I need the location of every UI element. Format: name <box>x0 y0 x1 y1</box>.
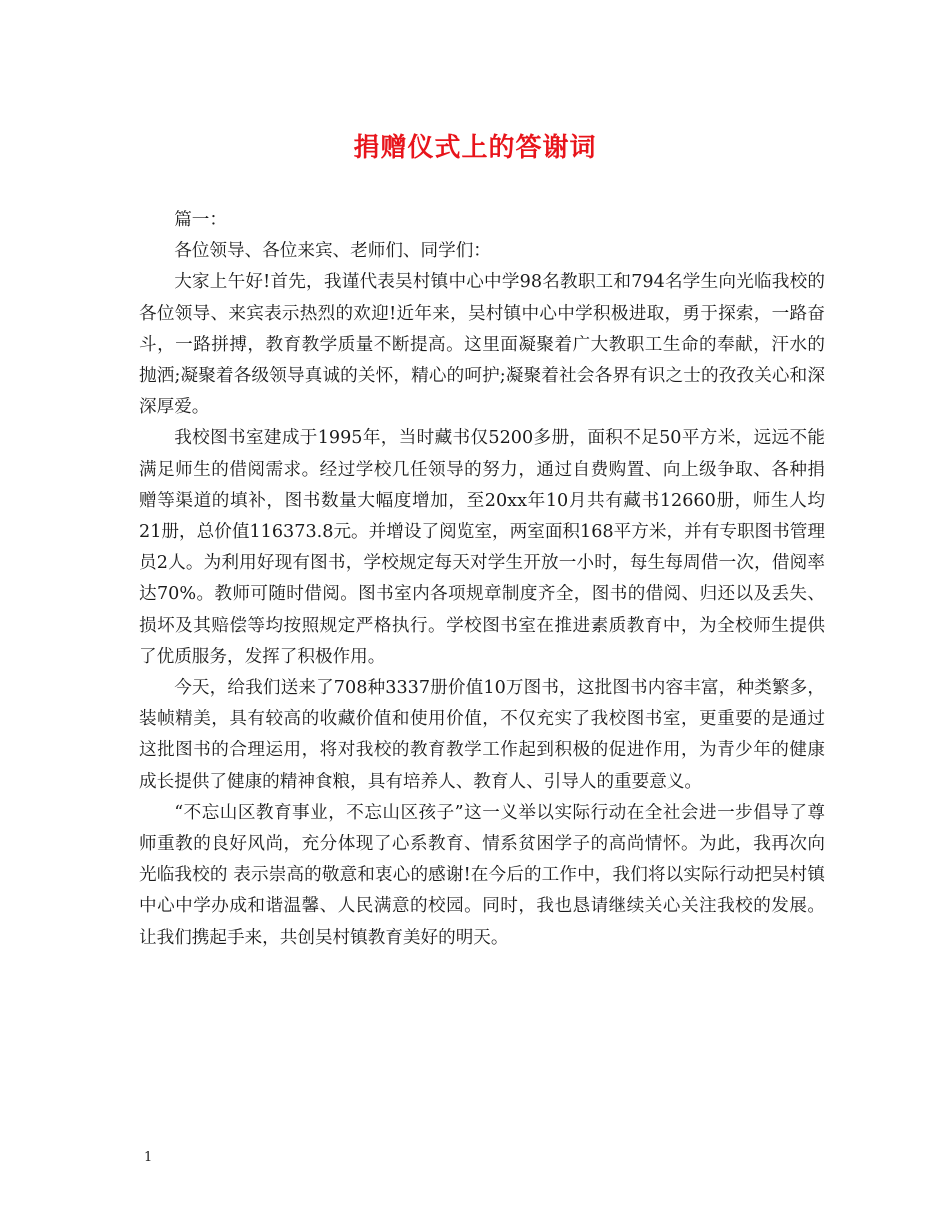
paragraph-welcome: 大家上午好!首先，我谨代表吴村镇中心中学98名教职工和794名学生向光临我校的各位领导、来宾表示热烈的欢迎!近年来，吴村镇中心中学积极进取，勇于探索，一路奋斗，一路拼搏，教育教学质量不断提高。这里面凝聚着广大教职工生命的奉献，汗水的抛洒;凝聚着各级领导真诚的关怀，精心的呵护;凝聚着社会各界有识之士的孜孜关心和深深厚爱。 <box>139 272 825 418</box>
section-label: 篇一： <box>174 210 227 230</box>
document-body <box>139 205 825 954</box>
document-title: 捐赠仪式上的答谢词 <box>353 133 597 163</box>
paragraph-closing: “不忘山区教育事业，不忘山区孩子”这一义举以实际行动在全社会进一步倡导了尊师重教的良好风尚，充分体现了心系教育、情系贫困学子的高尚情怀。为此，我再次向光临我校的 表示崇高的敬意和衷心的感谢!在今后的工作中，我们将以实际行动把吴村镇中心中学办成和谐温馨、人民满意的校园。同时，我也恳请继续关心关注我校的发展。让我们携起手来，共创吴村镇教育美好的明天。 <box>139 802 825 948</box>
paragraph-library-history: 我校图书室建成于1995年，当时藏书仅5200多册，面积不足50平方米，远远不能满足师生的借阅需求。经过学校几任领导的努力，通过自费购置、向上级争取、各种捐赠等渠道的填补，图书数量大幅度增加，至20xx年10月共有藏书12660册，师生人均21册，总价值116373.8元。并增设了阅览室，两室面积168平方米，并有专职图书管理员2人。为利用好现有图书，学校规定每天对学生开放一小时，每生每周借一次，借阅率达70%。教师可随时借阅。图书室内各项规章制度齐全，图书的借阅、归还以及丢失、损坏及其赔偿等均按照规定严格执行。学校图书室在推进素质教育中，为全校师生提供了优质服务，发挥了积极作用。 <box>139 428 825 667</box>
paragraph-donation: 今天，给我们送来了708种3337册价值10万图书，这批图书内容丰富，种类繁多，装帧精美，具有较高的收藏价值和使用价值，不仅充实了我校图书室，更重要的是通过这批图书的合理运用，将对我校的教育教学工作起到积极的促进作用，为青少年的健康成长提供了健康的精神食粮，具有培养人、教育人、引导人的重要意义。 <box>139 678 825 792</box>
salutation: 各位领导、各位来宾、老师们、同学们： <box>174 241 491 262</box>
page-number: 1 <box>144 1150 153 1165</box>
